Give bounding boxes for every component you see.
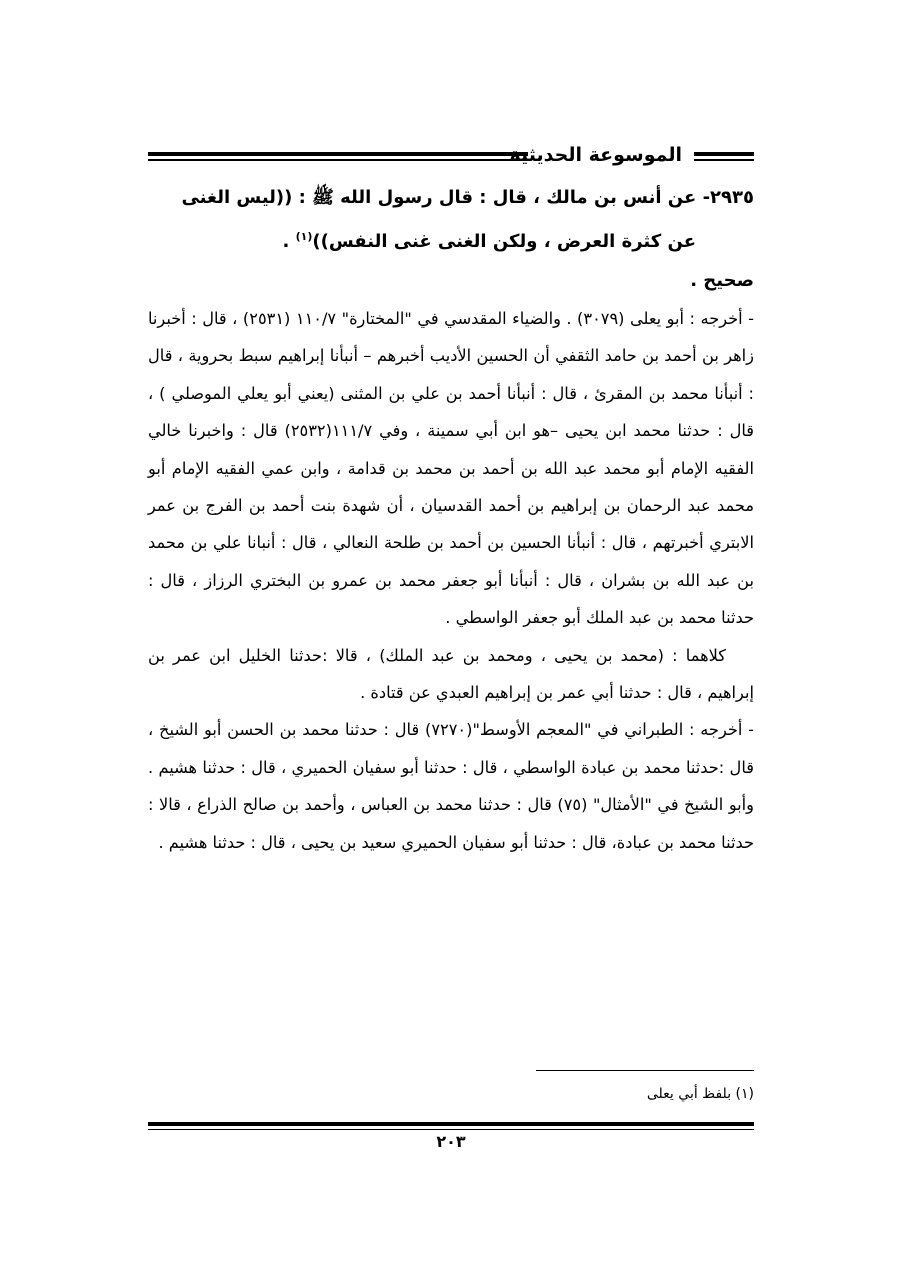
header-rule-long bbox=[148, 152, 528, 161]
footnote-separator bbox=[536, 1070, 754, 1071]
takhrij-paragraph-3: - أخرجه : الطبراني في "المعجم الأوسط"(٧٢٧٠) قال : حدثنا محمد بن الحسن أبو الشيخ ، قال :حدثنا محمد بن عبادة الواسطي ، قال : حدثنا أبو سفيان الحميري ، قال : حدثنا هشيم . وأبو الشيخ في "الأمثال" (٧٥) قال : حدثنا محمد بن العباس ، وأحمد بن صالح الذراع ، قالا : حدثنا محمد بن عبادة، قال : حدثنا أبو سفيان الحميري سعيد بن يحيى ، قال : حدثنا هشيم . bbox=[148, 720, 755, 852]
header-rule-short bbox=[694, 152, 754, 161]
page-header bbox=[148, 140, 754, 174]
takhrij-paragraph-2: كلاهما : (محمد بن يحيى ، ومحمد بن عبد الملك) ، قالا :حدثنا الخليل ابن عمر بن إبراهيم ، قال : حدثنا أبي عمر بن إبراهيم العبدي عن قتادة . bbox=[148, 645, 754, 703]
hadith-line-2 bbox=[283, 231, 754, 252]
footnote-reference[interactable]: (١) bbox=[295, 230, 313, 243]
page-body bbox=[148, 178, 754, 861]
takhrij-paragraph-1: - أخرجه : أبو يعلى (٣٠٧٩) . والضياء المقدسي في "المختارة" ١١٠/٧ (٢٥٣١) ، قال : أخبرنا زاهر بن أحمد بن حامد الثقفي أن الحسين الأديب أخبرهم – أنبأنا إبراهيم سبط بحروية ، قال : أنبأنا محمد بن المقرئ ، قال : أنبأنا أحمد بن علي بن المثنى (يعني أبو يعلي الموصلي ) ، قال : حدثنا محمد ابن يحيى –هو ابن أبي سمينة ، وفي ١١١/٧(٢٥٣٢) قال : واخبرنا خالي الفقيه الإمام أبو محمد عبد الله بن أحمد بن محمد بن قدامة ، وابن عمي الفقيه الإمام أبو محمد عبد الرحمان بن إبراهيم بن أحمد القدسيان ، أن شهدة بنت أحمد بن الفرج بن عمر الابتري أخبرتهم ، قال : أنبأنا الحسين بن أحمد بن طلحة النعالي ، قال : أنبانا علي بن محمد بن عبد الله بن بشران ، قال : أنبأنا أبو جعفر محمد بن عمرو بن البختري الرزاز ، قال : حدثنا محمد بن عبد الملك أبو جعفر الواسطي . bbox=[148, 309, 754, 628]
footer-rule bbox=[148, 1122, 754, 1130]
hadith-line-1: ٢٩٣٥- عن أنس بن مالك ، قال : قال رسول الله ﷺ : ((ليس الغنى bbox=[181, 187, 754, 208]
hadith-grading: صحيح . bbox=[690, 270, 754, 291]
running-title: الموسوعة الحديثية bbox=[509, 144, 682, 166]
footnote-text: (١) بلفظ أبي يعلى bbox=[646, 1086, 754, 1102]
page-number: ٢٠٣ bbox=[436, 1132, 466, 1151]
hadith-line-2-text: عن كثرة العرض ، ولكن الغنى غنى النفس)) bbox=[312, 231, 696, 252]
hadith-end: . bbox=[282, 231, 296, 252]
hadith-text bbox=[148, 178, 754, 261]
book-page bbox=[148, 140, 754, 1160]
